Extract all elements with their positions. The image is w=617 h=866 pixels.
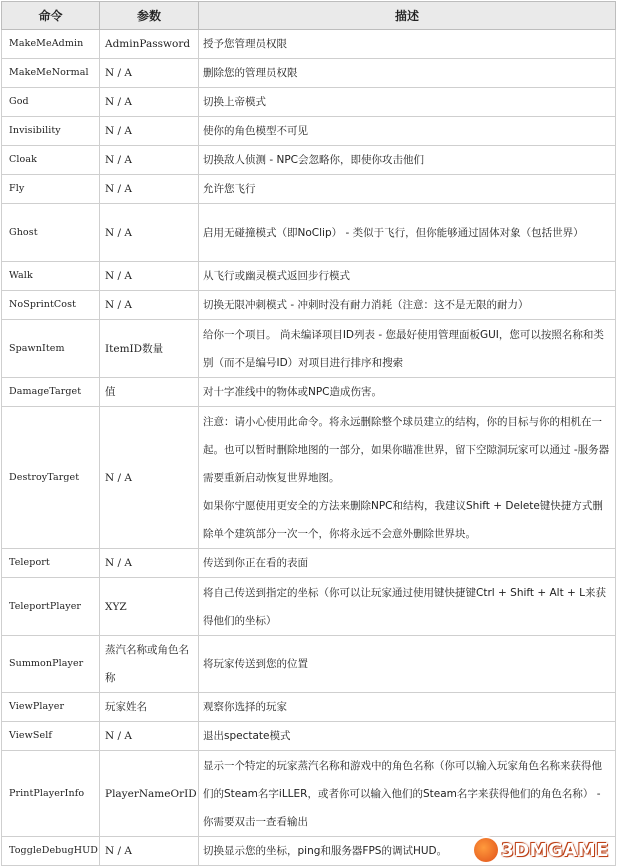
description-text: 注意：请小心使用此命令。将永远删除整个球员建立的结构，你的目标与你的相机在一起。也可以暂时删除地图的一部分，如果你瞄准世界，留下空隙洞玩家可以通过 -服务器需要重新启动恢复世界地图。 (203, 415, 610, 484)
table-row (2, 291, 616, 320)
param-cell: N / A (100, 117, 199, 146)
command-cell: TeleportPlayer (2, 578, 100, 636)
description-text: 如果你宁愿使用更安全的方法来删除NPC和结构，我建议Shift + Delete键快捷方式删除单个建筑部分一次一个，你将永远不会意外删除世界块。 (203, 499, 603, 540)
table-row (2, 549, 616, 578)
description-text: 退出spectate模式 (203, 730, 291, 742)
table-row (2, 117, 616, 146)
table-row (2, 146, 616, 175)
table-row (2, 407, 616, 549)
description-text: 给你一个项目。 尚未编译项目ID列表 - 您最好使用管理面板GUI，您可以按照名称和类别（而不是编号ID）对项目进行排序和搜索 (203, 328, 604, 369)
command-cell: DestroyTarget (2, 407, 100, 549)
watermark (474, 838, 609, 862)
description-text: 切换无限冲刺模式 - 冲刺时没有耐力消耗（注意：这不是无限的耐力） (203, 299, 529, 311)
command-cell: PrintPlayerInfo (2, 751, 100, 837)
table-row (2, 722, 616, 751)
table-row (2, 88, 616, 117)
command-cell: DamageTarget (2, 378, 100, 407)
table-row (2, 636, 616, 693)
description-cell (199, 751, 616, 837)
param-cell: N / A (100, 262, 199, 291)
command-cell: NoSprintCost (2, 291, 100, 320)
command-cell: Cloak (2, 146, 100, 175)
command-cell: MakeMeAdmin (2, 30, 100, 59)
param-cell: N / A (100, 722, 199, 751)
description-text: 对十字准线中的物体或NPC造成伤害。 (203, 386, 383, 398)
param-cell: PlayerNameOrID (100, 751, 199, 837)
description-text: 使你的角色模型不可见 (203, 125, 308, 137)
param-cell: N / A (100, 204, 199, 262)
param-cell: N / A (100, 59, 199, 88)
description-text: 授予您管理员权限 (203, 38, 287, 50)
table-row (2, 30, 616, 59)
param-cell: AdminPassword (100, 30, 199, 59)
command-cell: ToggleDebugHUD (2, 837, 100, 866)
table-row (2, 693, 616, 722)
description-cell (199, 378, 616, 407)
description-text: 切换显示您的坐标，ping和服务器FPS的调试HUD。 (203, 845, 448, 857)
param-cell: N / A (100, 175, 199, 204)
table-row (2, 59, 616, 88)
param-cell: N / A (100, 146, 199, 175)
table-header-row (2, 2, 616, 30)
description-cell (199, 204, 616, 262)
3dm-logo-icon (474, 838, 498, 862)
param-cell: N / A (100, 407, 199, 549)
table-row (2, 204, 616, 262)
param-cell: 值 (100, 378, 199, 407)
param-cell: 玩家姓名 (100, 693, 199, 722)
table-row (2, 378, 616, 407)
table-row (2, 175, 616, 204)
description-text: 显示一个特定的玩家蒸汽名称和游戏中的角色名称（你可以输入玩家角色名称来获得他们的Steam名字iLLER，或者你可以输入他们的Steam名字来获得他们的角色名称） - 你需要双击一查看输出 (203, 759, 602, 828)
command-cell: SpawnItem (2, 320, 100, 378)
command-table (1, 1, 616, 866)
header-description: 描述 (199, 2, 616, 30)
description-text: 从飞行或幽灵模式返回步行模式 (203, 270, 350, 282)
table-row (2, 320, 616, 378)
table-row (2, 751, 616, 837)
command-cell: Fly (2, 175, 100, 204)
description-cell (199, 320, 616, 378)
description-cell (199, 88, 616, 117)
description-text: 传送到你正在看的表面 (203, 557, 308, 569)
command-cell: Ghost (2, 204, 100, 262)
command-cell: God (2, 88, 100, 117)
description-text: 允许您飞行 (203, 183, 256, 195)
description-text: 启用无碰撞模式（即NoClip） - 类似于飞行，但你能够通过固体对象（包括世界） (203, 226, 584, 239)
command-cell: Invisibility (2, 117, 100, 146)
command-cell: SummonPlayer (2, 636, 100, 693)
command-cell: MakeMeNormal (2, 59, 100, 88)
param-cell: N / A (100, 837, 199, 866)
command-cell: Walk (2, 262, 100, 291)
command-cell: ViewSelf (2, 722, 100, 751)
description-cell (199, 117, 616, 146)
command-cell: Teleport (2, 549, 100, 578)
header-params: 参数 (100, 2, 199, 30)
param-cell: N / A (100, 291, 199, 320)
param-cell: ItemID数量 (100, 320, 199, 378)
description-cell (199, 636, 616, 693)
description-cell (199, 146, 616, 175)
description-cell (199, 722, 616, 751)
description-text: 将自己传送到指定的坐标（你可以让玩家通过使用键快捷键Ctrl + Shift + Alt + L来获得他们的坐标） (203, 586, 607, 627)
param-cell: 蒸汽名称或角色名称 (100, 636, 199, 693)
description-cell (199, 407, 616, 549)
description-cell (199, 291, 616, 320)
param-cell: N / A (100, 88, 199, 117)
description-text: 切换上帝模式 (203, 96, 266, 108)
description-cell (199, 30, 616, 59)
header-command: 命令 (2, 2, 100, 30)
description-cell (199, 578, 616, 636)
table-row (2, 578, 616, 636)
description-text: 将玩家传送到您的位置 (203, 658, 308, 670)
param-cell: XYZ (100, 578, 199, 636)
watermark-text: 3DMGAME (501, 839, 609, 861)
table-row (2, 262, 616, 291)
description-text: 删除您的管理员权限 (203, 67, 298, 79)
description-text: 切换敌人侦测 - NPC会忽略你，即使你攻击他们 (203, 154, 424, 166)
description-cell (199, 59, 616, 88)
description-cell (199, 175, 616, 204)
description-cell (199, 693, 616, 722)
description-cell (199, 262, 616, 291)
description-text: 观察你选择的玩家 (203, 701, 287, 713)
param-cell: N / A (100, 549, 199, 578)
description-cell (199, 549, 616, 578)
command-cell: ViewPlayer (2, 693, 100, 722)
